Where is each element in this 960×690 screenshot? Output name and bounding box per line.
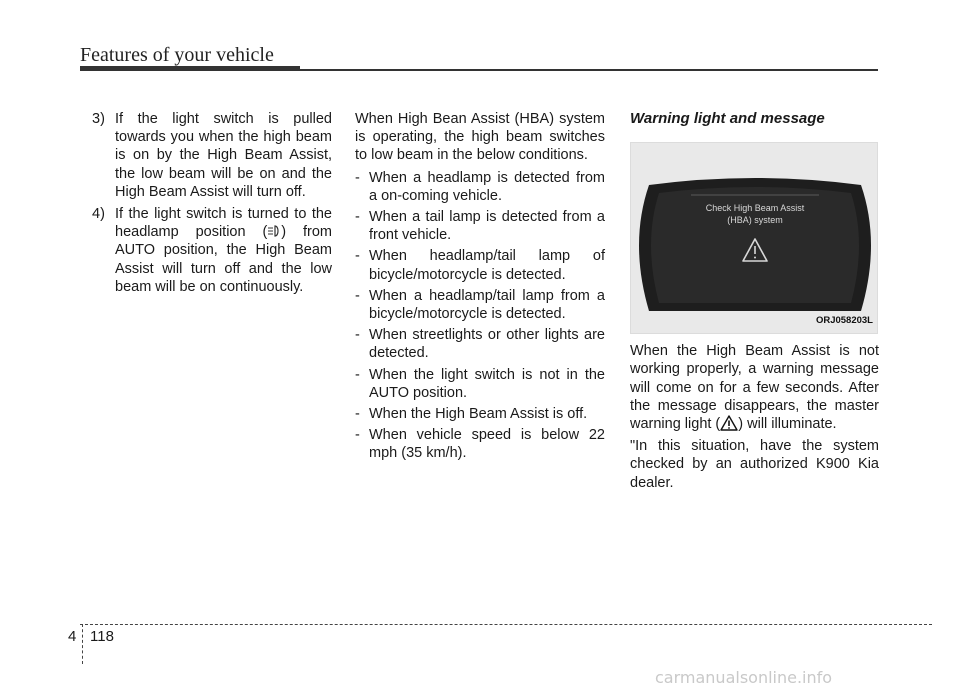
figure-caption: ORJ058203L [815,315,873,326]
bullet-text: When the light switch is not in the AUTO position. [369,366,605,401]
bullet-text: When streetlights or other lights are detected. [369,327,605,362]
headlamp-icon [267,224,281,238]
item-text-post: ) from AUTO position, the High Beam Assist will turn off and the low beam will be on continuously. [115,224,332,295]
bullet-text: When the High Beam Assist is off. [369,406,588,423]
list-item: - When streetlights or other lights are detected. [355,327,605,362]
header-rule-thick [80,66,300,71]
column-1 [92,110,332,300]
item-text [115,205,332,296]
list-item: - When the light switch is not in the AUTO position. [355,366,605,401]
cluster-display-graphic [631,143,879,335]
list-item: - When vehicle speed is below 22 mph (35 km/h). [355,427,605,462]
column-3 [630,110,879,496]
bullet-text: When headlamp/tail lamp of bicycle/motorcycle is detected. [369,248,605,283]
master-warning-icon [720,415,738,431]
item-text-pre: If the light switch is turned to the headlamp position ( [115,206,332,241]
list-item: - When headlamp/tail lamp of bicycle/motorcycle is detected. [355,248,605,283]
bullet-text: When a headlamp/tail lamp from a bicycle/motorcycle is detected. [369,287,605,323]
item-text: If the light switch is pulled towards you when the high beam is on by the High Beam Assist, the low beam will be on and the High Beam Assist will turn off. [115,111,332,200]
bullet-text: When a tail lamp is detected from a front vehicle. [369,209,605,244]
dealer-paragraph: "In this situation, have the system checked by an authorized K900 Kia dealer. [630,438,879,491]
list-item: - When a headlamp/tail lamp from a bicycle/motorcycle is detected. [355,287,605,323]
list-item [92,205,332,296]
bullet-text: When a headlamp is detected from a on-coming vehicle. [369,169,605,204]
warning-paragraph [630,342,879,433]
watermark: carmanualsonline.info [655,668,833,687]
display-line-2: (HBA) system [727,215,783,226]
display-line-1: Check High Beam Assist [705,203,805,214]
column-2 [355,110,605,463]
footer-rule [80,624,932,625]
footer-divider [82,624,83,664]
intro-paragraph: When High Bean Assist (HBA) system is operating, the high beam switches to low beam in the below conditions. [355,111,605,164]
hba-warning-figure [630,142,878,334]
section-number: 4 [68,628,77,645]
paragraph-text-post: ) will illuminate. [738,416,837,433]
list-item [92,110,332,201]
page-number: 118 [90,628,114,645]
list-item: - When a tail lamp is detected from a front vehicle. [355,209,605,244]
bullet-text: When vehicle speed is below 22 mph (35 km/h). [369,427,605,462]
header-rule-thin [300,69,878,71]
page-header-title: Features of your vehicle [80,44,274,66]
paragraph-text-pre: When the High Beam Assist is not working properly, a warning message will come on for a few seconds. After the message disappears, the master warning light ( [630,343,879,433]
list-item: - When the High Beam Assist is off. [355,405,605,423]
list-item: - When a headlamp is detected from a on-coming vehicle. [355,169,605,204]
item-number: 3) [92,111,105,127]
item-number: 4) [92,206,105,223]
section-heading: Warning light and message [630,110,825,127]
